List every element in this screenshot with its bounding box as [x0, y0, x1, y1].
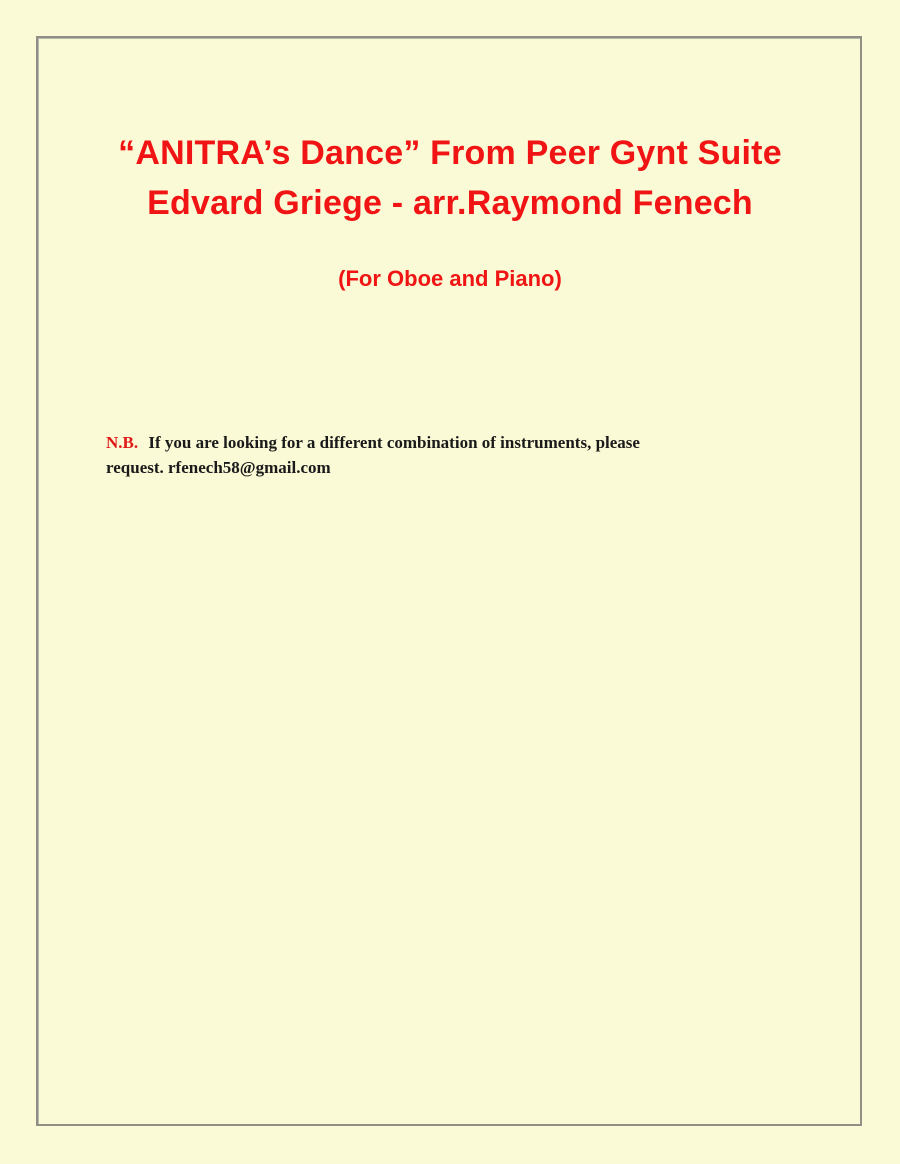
- note-text-line-1: If you are looking for a different combination of instruments, please: [148, 433, 640, 452]
- note: [106, 430, 786, 480]
- title-line-2: Edvard Griege - arr.Raymond Fenech: [147, 184, 753, 222]
- title-line-1: “ANITRA’s Dance” From Peer Gynt Suite: [118, 134, 782, 172]
- title: [36, 128, 864, 228]
- subtitle: (For Oboe and Piano): [338, 266, 562, 291]
- note-label: N.B.: [106, 433, 139, 452]
- note-text-line-2: request. rfenech58@gmail.com: [106, 458, 331, 477]
